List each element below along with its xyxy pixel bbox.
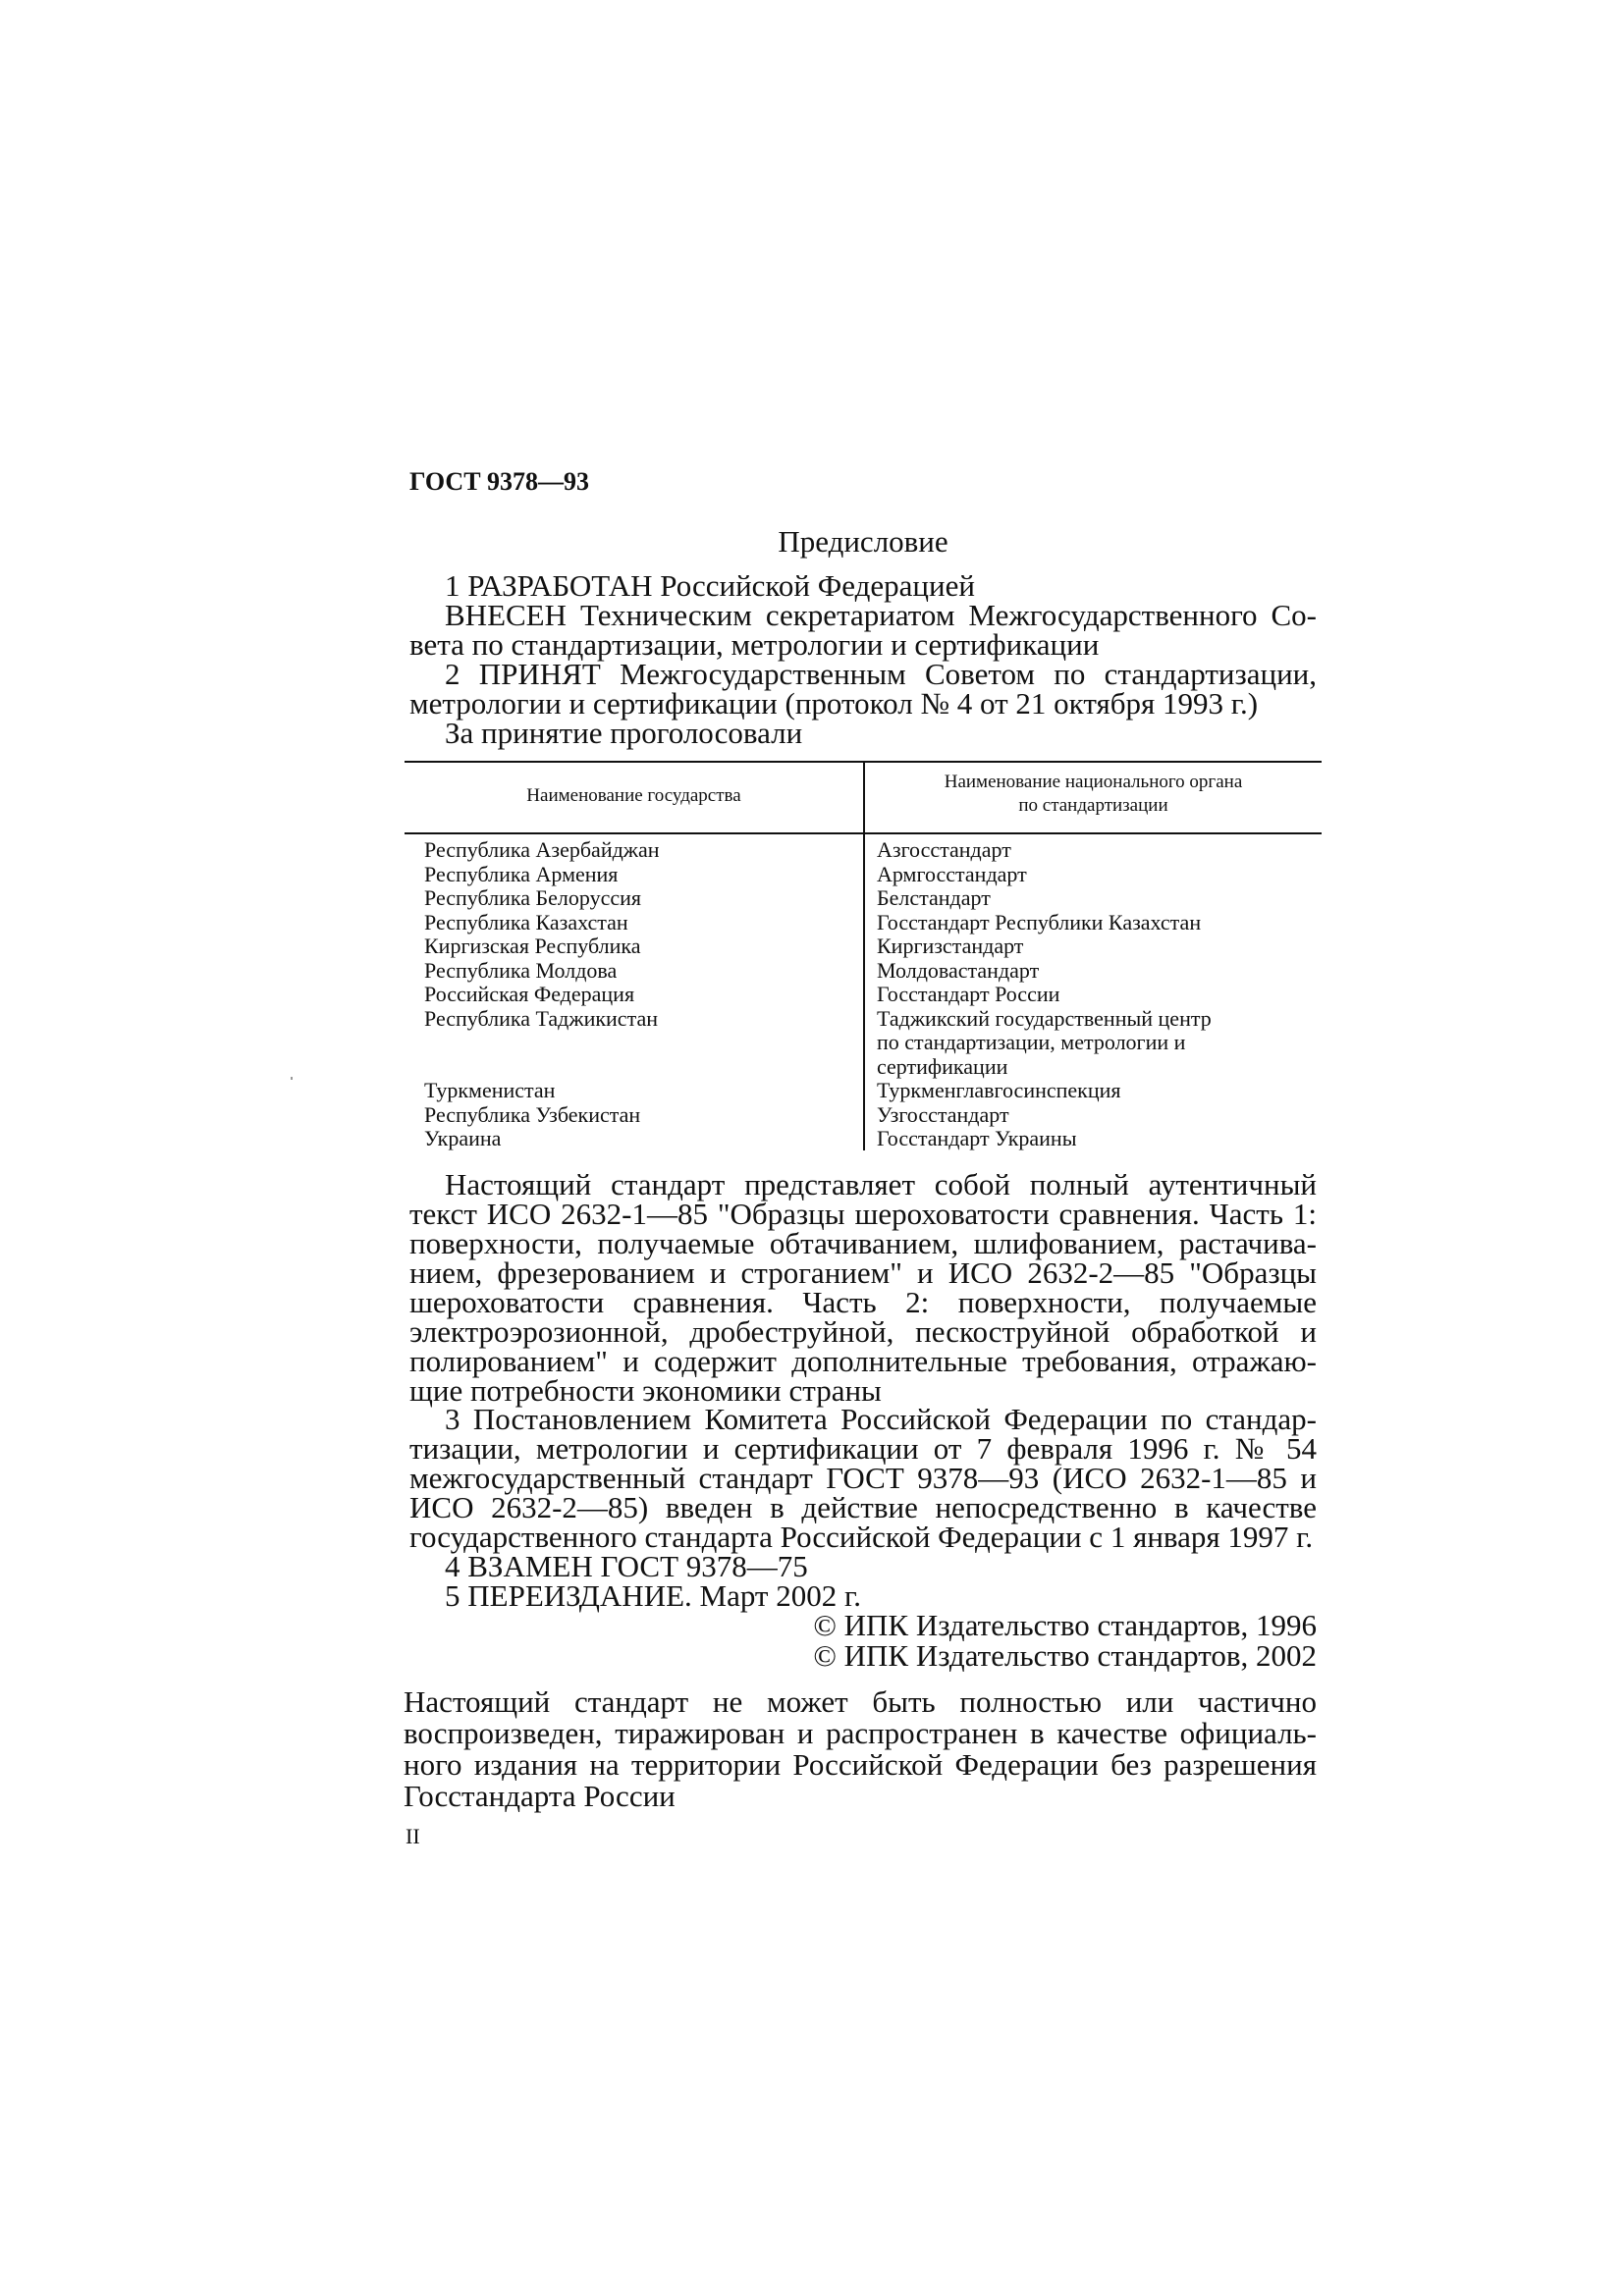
text-line: шероховатости сравнения. Часть 2: поверхности, получаемые (409, 1285, 1317, 1319)
reproduction-notice (404, 1686, 1317, 1812)
table-cell-state: Республика Армения (424, 861, 619, 886)
page-number: II (406, 1824, 420, 1848)
document-code: ГОСТ 9378—93 (409, 467, 590, 496)
text-line: метрологии и сертификации (протокол № 4 от 21 октября 1993 г.) (409, 686, 1259, 721)
table-cell-body: Госстандарт Республики Казахстан (877, 909, 1202, 934)
text-line: государственного стандарта Российской Федерации с 1 января 1997 г. (409, 1520, 1314, 1554)
decree-paragraph (409, 1402, 1317, 1613)
text-line: поверхности, получаемые обтачиванием, шлифованием, растачива- (409, 1226, 1317, 1260)
text-line: Настоящий стандарт представляет собой полный аутентичный (445, 1167, 1317, 1201)
text-line: тизации, метрологии и сертификации от 7 февраля 1996 г. № 54 (409, 1431, 1317, 1466)
table-cell-state: Республика Азербайджан (424, 837, 660, 862)
table-cell-body: Азгосстандарт (877, 837, 1011, 862)
table-cell-state: Республика Казахстан (424, 909, 628, 934)
text-line: За принятие проголосовали (445, 716, 803, 750)
text-line: ИСО 2632-2—85) введен в действие непосредственно в качестве (409, 1490, 1317, 1524)
text-line: 1 РАЗРАБОТАН Российской Федерацией (445, 568, 975, 603)
table-cell-body: Госстандарт Украины (877, 1126, 1077, 1150)
table-cell-body: Белстандарт (877, 885, 991, 910)
preface-section-1 (409, 568, 1317, 662)
table-cell-body: Киргизстандарт (877, 934, 1024, 958)
table-cell-body: сертификации (877, 1053, 1008, 1079)
copyright-block (409, 1610, 1317, 1671)
text-line: электроэрозионной, дробеструйной, пескоструйной обработкой и (409, 1314, 1317, 1349)
text-line: межгосударственный стандарт ГОСТ 9378—93 (ИСО 2632-1—85 и (409, 1461, 1317, 1495)
table-column-bodies (877, 838, 1212, 1151)
table-cell-state: Республика Узбекистан (424, 1101, 641, 1127)
table-header-body-line: по стандартизации (1018, 795, 1168, 816)
preface-title: Предисловие (778, 524, 948, 559)
text-line: текст ИСО 2632-1—85 "Образцы шероховатости сравнения. Часть 1: (409, 1197, 1317, 1231)
iso-paragraph (409, 1167, 1317, 1408)
table-cell-body: Таджикский государственный центр (877, 1005, 1212, 1031)
table-header-state: Наименование государства (526, 785, 741, 806)
table-cell-state: Российская Федерация (424, 982, 635, 1006)
copyright-line: © ИПК Издательство стандартов, 1996 (813, 1608, 1317, 1642)
copyright-line: © ИПК Издательство стандартов, 2002 (813, 1638, 1317, 1673)
table-cell-body: Туркменглавгосинспекция (877, 1078, 1121, 1102)
text-line: 2 ПРИНЯТ Межгосударственным Советом по стандартизации, (445, 657, 1317, 691)
table-cell-state: Киргизская Республика (424, 934, 641, 958)
table-column-divider (863, 761, 865, 1150)
table-cell-state: Республика Таджикистан (424, 1005, 658, 1031)
table-cell-body: Молдовастандарт (877, 957, 1040, 983)
table-header-body-line: Наименование национального органа (944, 772, 1243, 792)
table-cell-body: Армгосстандарт (877, 861, 1027, 886)
scan-artifact (291, 1077, 293, 1080)
text-line: ВНЕСЕН Техническим секретариатом Межгосударственного Со- (445, 598, 1317, 632)
preface-section-2 (409, 657, 1317, 750)
table-cell-state: Республика Молдова (424, 957, 618, 983)
text-line: нием, фрезерованием и строганием" и ИСО 2632-2—85 "Образцы (409, 1255, 1317, 1290)
table-header-body (865, 771, 1322, 818)
replaces-item: 4 ВЗАМЕН ГОСТ 9378—75 (445, 1549, 808, 1583)
table-cell-state: Украина (424, 1126, 502, 1150)
reissue-item: 5 ПЕРЕИЗДАНИЕ. Март 2002 г. (445, 1578, 861, 1613)
table-cell-state: Туркменистан (424, 1078, 556, 1102)
text-line: вета по стандартизации, метрологии и сертификации (409, 627, 1100, 662)
text-line: ного издания на территории Российской Федерации без разрешения (404, 1747, 1317, 1782)
text-line: 3 Постановлением Комитета Российской Федерации по стандар- (445, 1402, 1317, 1436)
text-line: Госстандарта России (404, 1779, 676, 1813)
text-line: щие потребности экономики страны (409, 1373, 882, 1408)
table-cell-body: Узгосстандарт (877, 1101, 1009, 1127)
table-cell-body: Госстандарт России (877, 982, 1060, 1006)
text-line: воспроизведен, тиражирован и распространен в качестве официаль- (404, 1716, 1317, 1750)
text-line: Настоящий стандарт не может быть полностью или частично (404, 1684, 1317, 1719)
table-cell-state: Республика Белоруссия (424, 885, 642, 910)
table-column-states (424, 838, 660, 1151)
table-cell-body: по стандартизации, метрологии и (877, 1030, 1186, 1054)
table-cell-state (424, 1055, 660, 1080)
text-line: полированием" и содержит дополнительные требования, отражаю- (409, 1344, 1317, 1378)
table-cell-state (424, 1031, 660, 1055)
